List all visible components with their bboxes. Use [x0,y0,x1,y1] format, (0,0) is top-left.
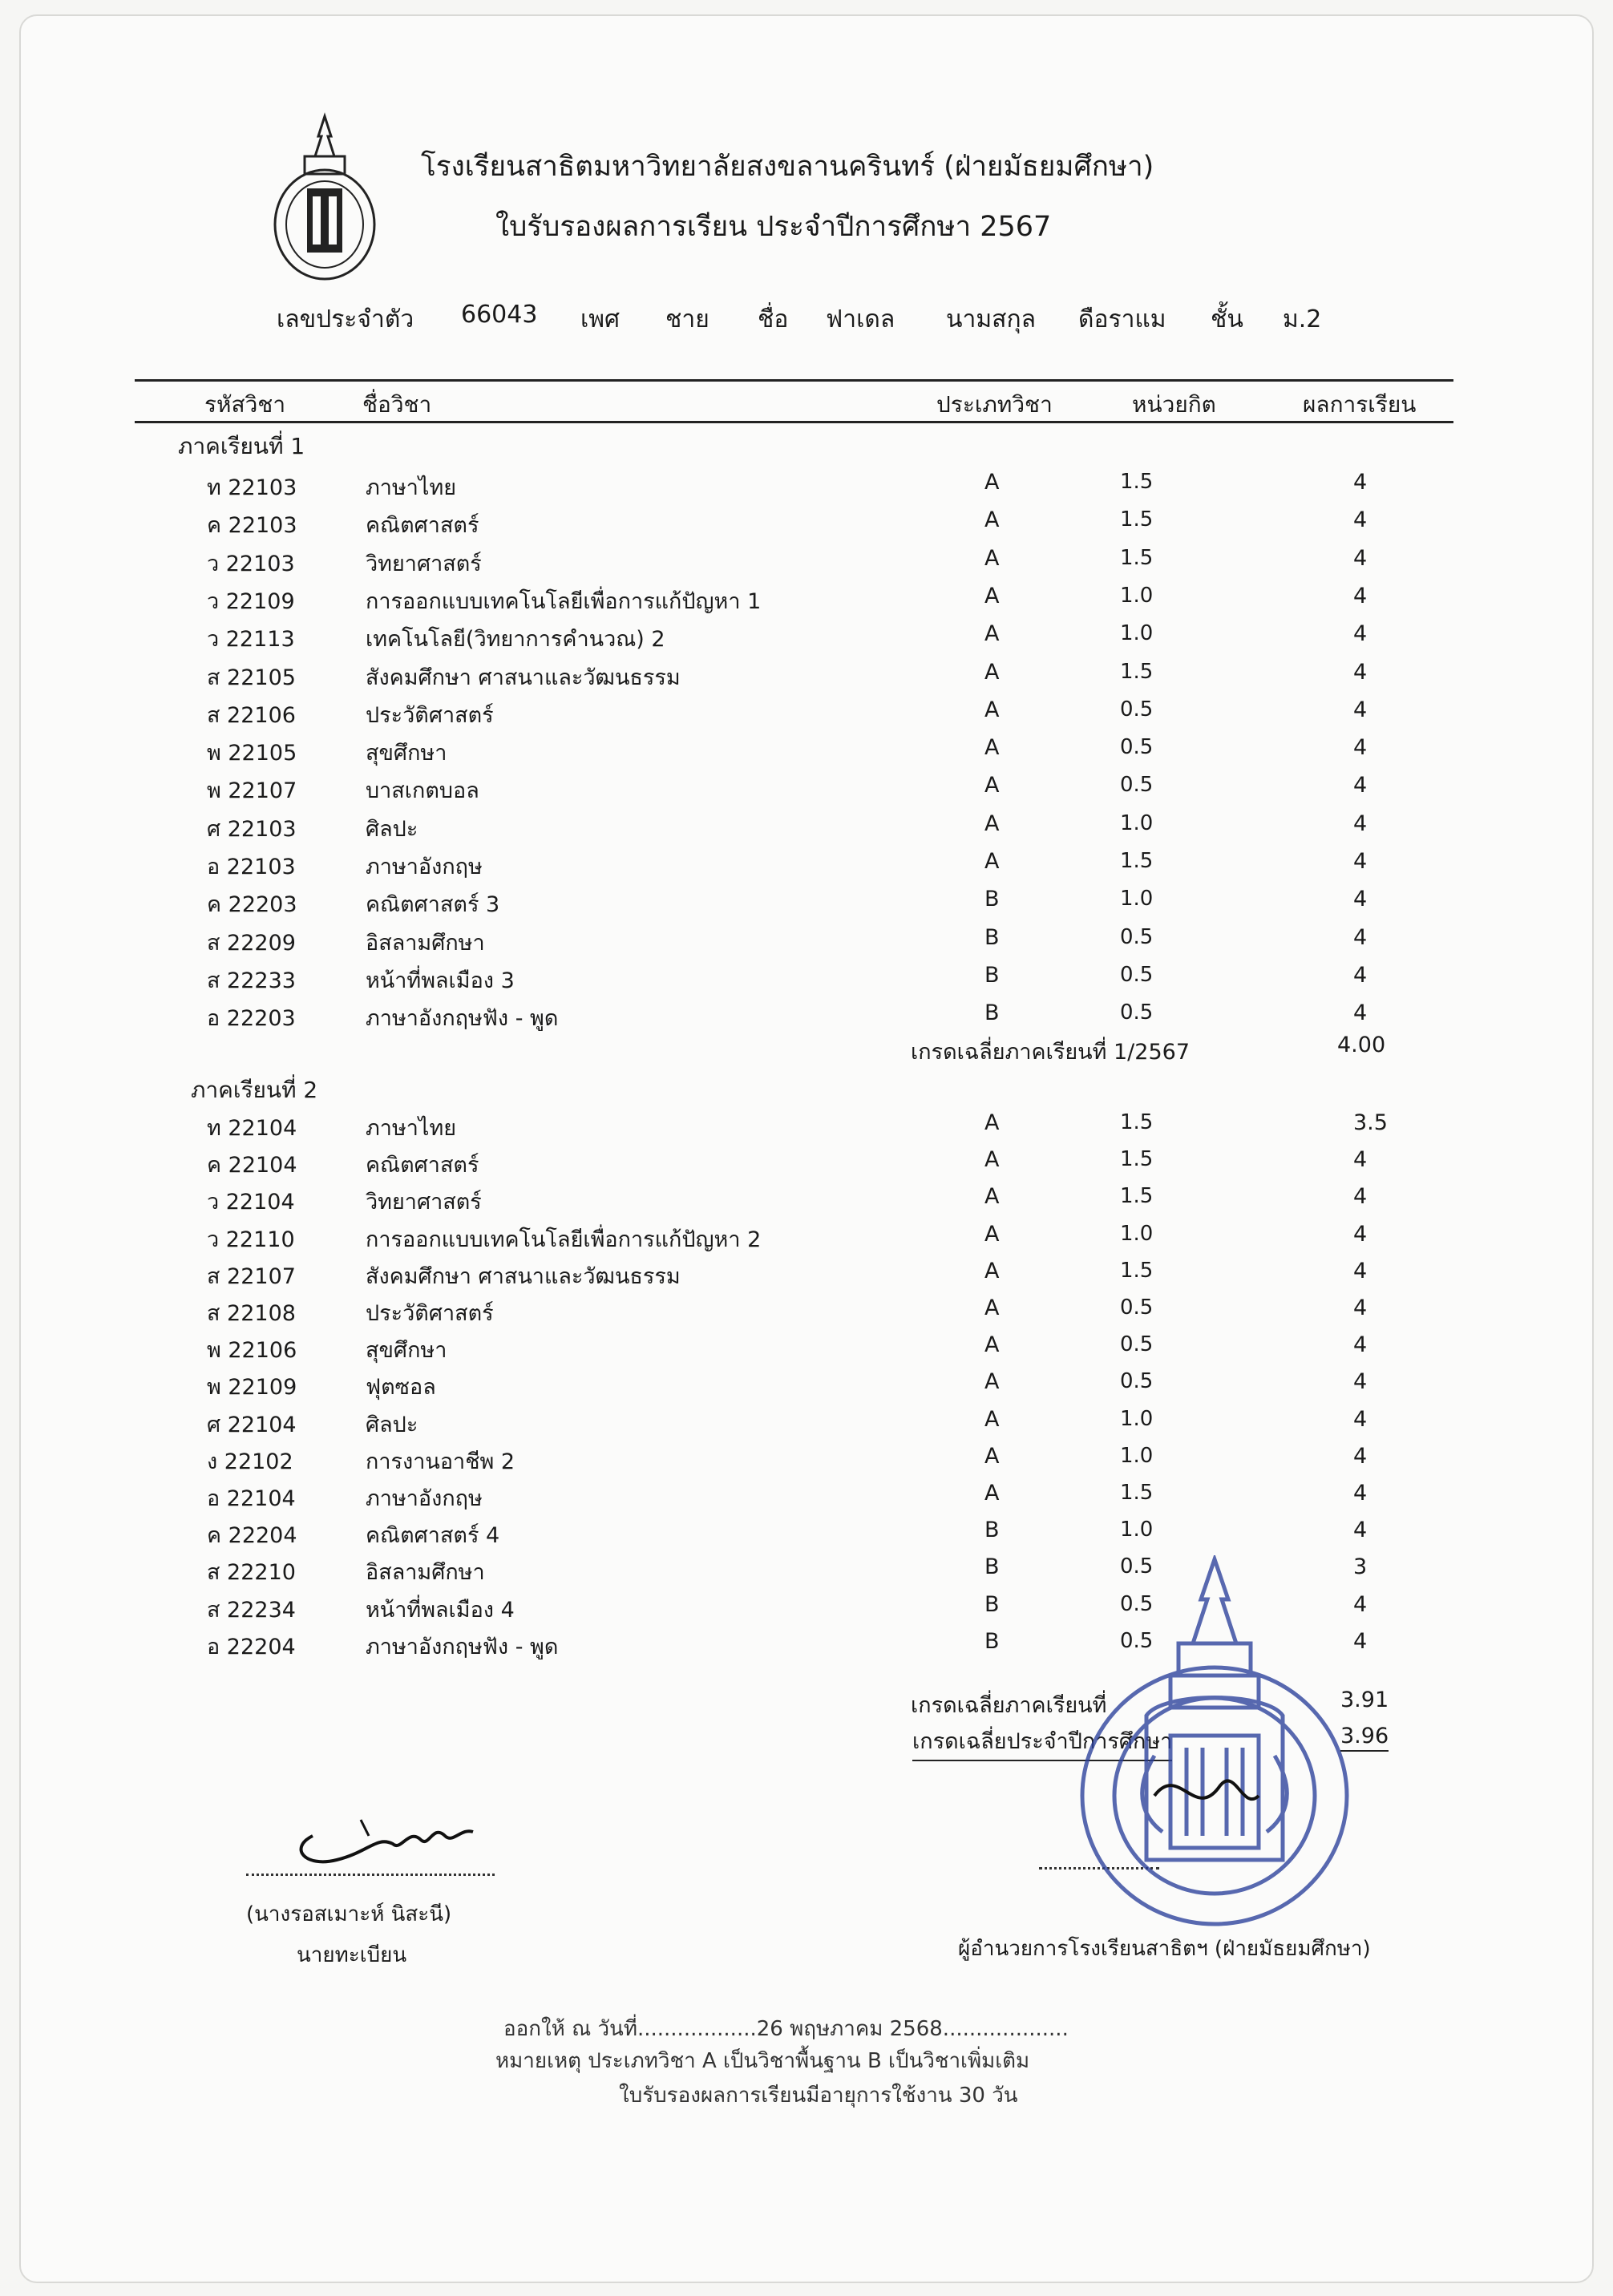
semester2-row-subject: ภาษาอังกฤษฟัง - พูด [366,1634,559,1659]
semester2-row-grade: 4 [1353,1518,1368,1543]
student-class: ม.2 [1283,305,1322,333]
semester1-row-type: A [984,810,1000,836]
semester1-row-type: A [984,659,1000,685]
col-credit-header: หน่วยกิต [1132,391,1216,418]
semester2-row-grade: 4 [1353,1147,1368,1173]
semester2-row-credit: 0.5 [1120,1554,1154,1579]
semester1-row-grade: 4 [1353,810,1368,836]
semester2-row-subject: คณิตศาสตร์ 4 [366,1523,500,1549]
semester1-row-grade: 4 [1353,507,1368,533]
col-grade-header: ผลการเรียน [1303,391,1417,418]
semester1-row-code: ส 22233 [207,968,296,993]
semester2-row-credit: 1.0 [1120,1221,1154,1246]
year-avg: 3.96 [1340,1724,1389,1752]
semester2-row-type: B [984,1591,1000,1617]
col-subject-header: ชื่อวิชา [362,391,432,418]
semester1-row-credit: 1.5 [1120,545,1154,570]
semester1-row-code: ส 22209 [207,930,296,956]
semester2-row-grade: 4 [1353,1628,1368,1654]
semester1-row-type: A [984,545,1000,571]
semester1-row-subject: ประวัติศาสตร์ [366,702,494,728]
issued-date: ออกให้ ณ วันที่..................26 พฤษภาคม 2568................... [503,2017,1069,2041]
semester2-row-credit: 0.5 [1120,1369,1154,1394]
semester1-row-credit: 1.0 [1120,887,1154,912]
semester2-row-credit: 1.5 [1120,1147,1154,1172]
semester1-row-code: ว 22113 [207,627,295,653]
semester1-row-credit: 1.5 [1120,470,1154,494]
semester1-row-credit: 0.5 [1120,1000,1154,1025]
semester2-row-credit: 1.5 [1120,1184,1154,1209]
semester1-row-type: A [984,621,1000,647]
semester2-row-grade: 4 [1353,1406,1368,1432]
semester2-row-subject: คณิตศาสตร์ [366,1153,479,1178]
semester2-row-subject: ภาษาอังกฤษ [366,1486,483,1511]
semester1-row-type: A [984,849,1000,874]
semester1-row-credit: 1.5 [1120,507,1154,532]
semester2-row-subject: อิสลามศึกษา [366,1560,485,1586]
semester2-row-grade: 3.5 [1353,1110,1388,1135]
semester2-row-code: ค 22104 [207,1153,297,1178]
semester1-row-code: ส 22105 [207,665,296,690]
semester2-row-grade: 4 [1353,1481,1368,1506]
semester1-row-grade: 4 [1353,735,1368,761]
semester2-row-type: A [984,1184,1000,1210]
semester2-row-code: อ 22204 [207,1634,296,1659]
semester2-row-code: ค 22204 [207,1523,297,1549]
semester1-row-grade: 4 [1353,887,1368,912]
semester1-row-credit: 1.0 [1120,621,1154,646]
semester2-row-code: พ 22106 [207,1338,297,1364]
semester2-row-grade: 4 [1353,1184,1368,1210]
semester1-row-subject: คณิตศาสตร์ [366,513,479,539]
semester1-row-credit: 0.5 [1120,924,1154,949]
footer-note-type: หมายเหตุ ประเภทวิชา A เป็นวิชาพื้นฐาน B เป็นวิชาเพิ่มเติม [495,2049,1030,2073]
semester1-label: ภาคเรียนที่ 1 [178,433,305,459]
col-type-header: ประเภทวิชา [936,391,1053,418]
semester1-row-credit: 1.0 [1120,810,1154,835]
semester2-row-credit: 0.5 [1120,1591,1154,1616]
semester2-row-subject: การออกแบบเทคโนโลยีเพื่อการแก้ปัญหา 2 [366,1227,762,1252]
semester1-row-type: B [984,962,1000,988]
semester2-row-code: อ 22104 [207,1486,296,1511]
semester2-row-grade: 4 [1353,1369,1368,1395]
semester1-row-subject: หน้าที่พลเมือง 3 [366,968,515,993]
semester2-row-subject: ประวัติศาสตร์ [366,1301,494,1326]
semester1-row-code: ศ 22103 [207,816,297,842]
semester2-row-code: ท 22104 [207,1116,297,1141]
official-seal-icon [1058,1555,1355,1940]
semester2-row-type: A [984,1443,1000,1469]
semester2-row-type: A [984,1296,1000,1320]
semester1-row-code: ว 22103 [207,551,295,576]
semester1-row-code: ท 22103 [207,475,297,500]
semester2-row-subject: หน้าที่พลเมือง 4 [366,1597,515,1623]
semester2-row-code: ส 22210 [207,1560,296,1586]
semester1-row-subject: ศิลปะ [366,816,418,842]
semester1-row-subject: บาสเกตบอล [366,778,479,804]
semester1-row-grade: 4 [1353,962,1368,988]
semester1-row-subject: คณิตศาสตร์ 3 [366,892,500,918]
semester2-row-code: ง 22102 [207,1449,293,1474]
semester1-row-subject: การออกแบบเทคโนโลยีเพื่อการแก้ปัญหา 1 [366,588,762,614]
semester2-row-subject: ภาษาไทย [366,1116,457,1141]
semester2-row-type: A [984,1221,1000,1247]
semester2-row-grade: 3 [1353,1554,1368,1580]
semester2-row-subject: สุขศึกษา [366,1338,447,1364]
semester1-row-grade: 4 [1353,697,1368,722]
semester1-row-subject: ภาษาอังกฤษ [366,855,483,879]
semester1-row-type: A [984,507,1000,533]
semester2-row-grade: 4 [1353,1296,1368,1320]
surname-label: นามสกุล [946,305,1036,333]
class-label: ชั้น [1211,305,1243,333]
semester1-row-grade: 4 [1353,1000,1368,1026]
semester2-row-code: ส 22234 [207,1597,296,1623]
col-code-header: รหัสวิชา [204,391,286,418]
registrar-signature-line [246,1874,495,1876]
year-avg-label: เกรดเฉลี่ยประจำปีการศึกษา [912,1724,1172,1761]
semester1-row-type: A [984,773,1000,798]
semester2-row-credit: 1.5 [1120,1481,1154,1505]
semester2-row-grade: 4 [1353,1332,1368,1358]
semester1-row-type: B [984,924,1000,950]
semester2-row-grade: 4 [1353,1258,1368,1283]
semester1-row-grade: 4 [1353,583,1368,608]
semester2-row-type: A [984,1369,1000,1395]
semester1-row-type: A [984,470,1000,495]
semester1-row-code: ค 22103 [207,513,297,539]
gender: ชาย [665,305,709,333]
semester2-row-code: ว 22104 [207,1190,295,1215]
semester2-row-subject: ฟุตซอล [366,1375,436,1401]
semester1-row-grade: 4 [1353,849,1368,874]
semester1-row-type: B [984,887,1000,912]
semester1-row-type: A [984,583,1000,608]
semester2-row-type: A [984,1258,1000,1283]
semester2-row-subject: การงานอาชีพ 2 [366,1449,515,1474]
semester2-row-type: B [984,1628,1000,1654]
student-name: ฟาเดล [826,305,895,333]
semester2-row-code: ว 22110 [207,1227,295,1252]
semester2-row-credit: 1.5 [1120,1110,1154,1134]
semester2-avg-label: เกรดเฉลี่ยภาคเรียนที่ [911,1693,1107,1718]
registrar-name: (นางรอสเมาะห์ นิสะนี) [246,1902,452,1926]
director-role: ผู้อำนวยการโรงเรียนสาธิตฯ (ฝ่ายมัธยมศึกษา) [958,1937,1371,1961]
semester1-row-code: อ 22203 [207,1006,296,1032]
semester2-row-code: ส 22107 [207,1263,296,1289]
semester1-row-credit: 1.0 [1120,583,1154,608]
semester1-row-grade: 4 [1353,621,1368,647]
school-title: โรงเรียนสาธิตมหาวิทยาลัยสงขลานครินทร์ (ฝ่ายมัธยมศึกษา) [421,151,1154,183]
name-label: ชื่อ [758,305,789,333]
semester2-row-credit: 1.5 [1120,1258,1154,1283]
semester1-row-code: ส 22106 [207,702,296,728]
semester2-row-credit: 0.5 [1120,1332,1154,1357]
semester1-row-subject: สังคมศึกษา ศาสนาและวัฒนธรรม [366,665,681,690]
semester2-row-credit: 0.5 [1120,1628,1154,1653]
semester1-row-code: ว 22109 [207,588,295,614]
semester1-row-credit: 1.5 [1120,659,1154,684]
semester1-row-grade: 4 [1353,773,1368,798]
semester1-row-credit: 0.5 [1120,962,1154,987]
semester1-row-credit: 0.5 [1120,773,1154,798]
semester1-row-grade: 4 [1353,659,1368,685]
semester2-label: ภาคเรียนที่ 2 [191,1077,318,1103]
semester2-row-credit: 0.5 [1120,1296,1154,1320]
semester1-row-code: ค 22203 [207,892,297,918]
header-rule-bottom [135,421,1453,423]
semester2-row-code: ส 22108 [207,1301,296,1326]
semester1-row-code: อ 22103 [207,855,296,879]
semester1-row-subject: อิสลามศึกษา [366,930,485,956]
semester2-row-type: A [984,1481,1000,1506]
semester2-row-type: B [984,1518,1000,1543]
certificate-title: ใบรับรองผลการเรียน ประจำปีการศึกษา 2567 [495,211,1052,243]
semester1-row-grade: 4 [1353,545,1368,571]
semester1-row-grade: 4 [1353,924,1368,950]
student-id: 66043 [461,301,538,329]
semester1-row-subject: เทคโนโลยี(วิทยาการคำนวณ) 2 [366,627,665,653]
semester1-avg-label: เกรดเฉลี่ยภาคเรียนที่ 1/2567 [911,1040,1190,1065]
student-id-label: เลขประจำตัว [277,305,414,333]
semester2-row-subject: วิทยาศาสตร์ [366,1190,482,1215]
student-surname: ดือราแม [1078,305,1166,333]
semester2-row-type: A [984,1332,1000,1358]
semester1-row-grade: 4 [1353,470,1368,495]
semester2-row-grade: 4 [1353,1443,1368,1469]
semester2-row-subject: สังคมศึกษา ศาสนาและวัฒนธรรม [366,1263,681,1289]
semester2-row-type: A [984,1147,1000,1173]
semester2-row-subject: ศิลปะ [366,1412,418,1437]
semester1-row-credit: 0.5 [1120,697,1154,722]
semester1-row-credit: 1.5 [1120,849,1154,873]
semester1-row-subject: ภาษาอังกฤษฟัง - พูด [366,1006,559,1032]
semester2-row-type: B [984,1554,1000,1580]
semester2-row-code: ศ 22104 [207,1412,297,1437]
semester1-avg: 4.00 [1337,1033,1386,1057]
semester2-row-credit: 1.0 [1120,1518,1154,1542]
semester1-row-type: A [984,735,1000,761]
semester1-row-subject: ภาษาไทย [366,475,457,500]
semester2-row-code: พ 22109 [207,1375,297,1401]
semester1-row-subject: สุขศึกษา [366,741,447,766]
registrar-signature-icon [281,1804,497,1876]
semester1-row-credit: 0.5 [1120,735,1154,760]
gender-label: เพศ [580,305,621,333]
semester1-row-code: พ 22105 [207,741,297,766]
semester2-row-credit: 1.0 [1120,1406,1154,1431]
semester1-row-type: A [984,697,1000,722]
semester1-row-code: พ 22107 [207,778,297,804]
header-rule-top [135,379,1453,382]
school-emblem-icon [269,112,381,285]
footer-note-validity: ใบรับรองผลการเรียนมีอายุการใช้งาน 30 วัน [619,2084,1018,2108]
semester2-row-grade: 4 [1353,1221,1368,1247]
semester2-row-credit: 1.0 [1120,1443,1154,1468]
semester1-row-subject: วิทยาศาสตร์ [366,551,482,576]
semester1-row-type: B [984,1000,1000,1026]
semester2-row-grade: 4 [1353,1591,1368,1617]
semester2-row-type: A [984,1406,1000,1432]
registrar-role: นายทะเบียน [297,1943,407,1967]
semester2-row-type: A [984,1110,1000,1135]
semester2-avg: 3.91 [1340,1688,1389,1712]
